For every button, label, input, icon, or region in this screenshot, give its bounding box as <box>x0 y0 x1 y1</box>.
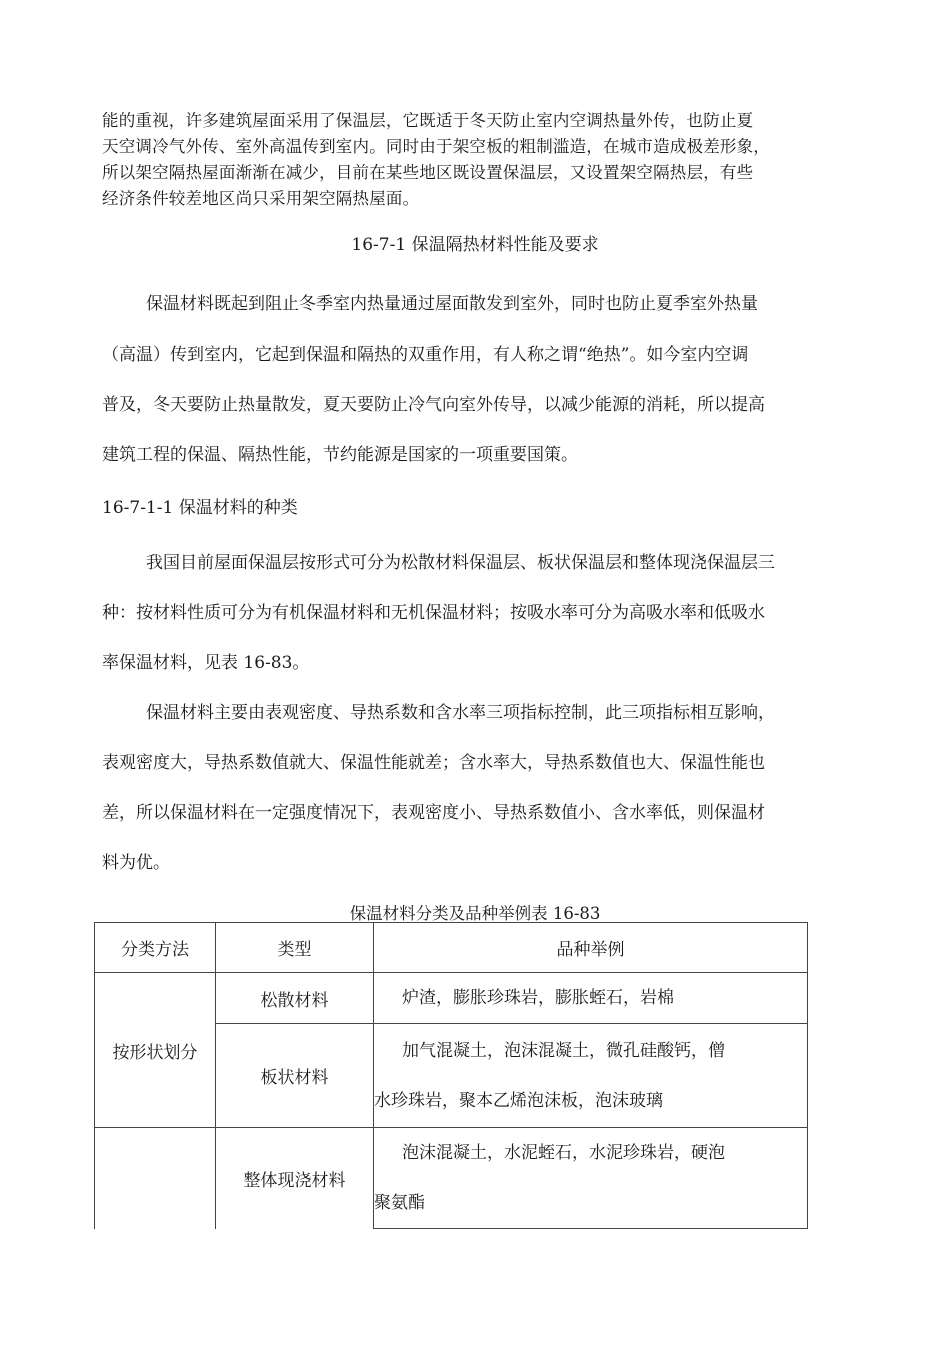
examples-line: 炉渣，膨胀珍珠岩，膨胀蛭石，岩棉 <box>402 988 674 1008</box>
table-caption: 保温材料分类及品种举例表 16-83 <box>349 904 601 923</box>
type-cell: 整体现浇材料 <box>216 1128 374 1229</box>
text-line: 我国目前屋面保温层按形式可分为松散材料保温层、板状保温层和整体现浇保温层三 <box>146 553 775 573</box>
examples-cell <box>374 1024 808 1128</box>
table-row <box>95 973 808 1024</box>
text-line: 普及，冬天要防止热量散发，夏天要防止冷气向室外传导，以减少能源的消耗，所以提高 <box>102 395 765 415</box>
subsection-heading: 16-7-1-1 保温材料的种类 <box>102 498 298 518</box>
examples-line: 加气混凝土，泡沫混凝土，微孔硅酸钙，僧 <box>402 1040 725 1061</box>
text-line: （高温）传到室内，它起到保温和隔热的双重作用，有人称之谓“绝热”。如今室内空调 <box>102 345 749 365</box>
text-line: 所以架空隔热屋面渐渐在减少，目前在某些地区既设置保温层，又设置架空隔热层，有些 <box>102 163 754 182</box>
text-line: 表观密度大，导热系数值就大、保温性能就差；含水率大，导热系数值也大、保温性能也 <box>102 753 765 773</box>
method-cell <box>95 1128 216 1229</box>
text-line: 保温材料既起到阻止冬季室内热量通过屋面散发到室外，同时也防止夏季室外热量 <box>146 294 758 314</box>
examples-cell <box>374 1128 808 1229</box>
examples-cell <box>374 973 808 1024</box>
text-line: 天空调冷气外传、室外高温传到室内。同时由于架空板的粗制滥造，在城市造成极差形象， <box>102 137 770 156</box>
text-line: 建筑工程的保温、隔热性能，节约能源是国家的一项重要国策。 <box>102 445 578 465</box>
header-cell: 品种举例 <box>374 923 808 973</box>
header-cell: 类型 <box>216 923 374 973</box>
text-line: 差，所以保温材料在一定强度情况下，表观密度小、导热系数值小、含水率低，则保温材 <box>102 803 765 823</box>
text-line: 料为优。 <box>102 853 170 873</box>
section-heading: 16-7-1 保温隔热材料性能及要求 <box>351 235 599 255</box>
examples-line: 泡沫混凝土，水泥蛭石，水泥珍珠岩，硬泡 <box>402 1143 725 1163</box>
materials-table <box>94 922 808 1229</box>
text-line: 种：按材料性质可分为有机保温材料和无机保温材料；按吸水率可分为高吸水率和低吸水 <box>102 603 765 623</box>
header-cell: 分类方法 <box>95 923 216 973</box>
text-line: 保温材料主要由表观密度、导热系数和含水率三项指标控制，此三项指标相互影响， <box>146 703 775 723</box>
examples-line: 水珍珠岩，聚本乙烯泡沫板，泡沫玻璃 <box>374 1090 663 1111</box>
text-line: 经济条件较差地区尚只采用架空隔热屋面。 <box>102 189 420 208</box>
text-line: 率保温材料，见表 16-83。 <box>102 653 310 673</box>
table-header-row <box>95 923 808 973</box>
type-cell: 松散材料 <box>216 973 374 1024</box>
intro-paragraph <box>102 108 854 212</box>
text-line: 能的重视，许多建筑屋面采用了保温层，它既适于冬天防止室内空调热量外传，也防止夏 <box>102 111 754 130</box>
table-row <box>95 1128 808 1229</box>
method-cell: 按形状划分 <box>95 973 216 1128</box>
type-cell: 板状材料 <box>216 1024 374 1128</box>
examples-line: 聚氨酯 <box>374 1193 425 1213</box>
